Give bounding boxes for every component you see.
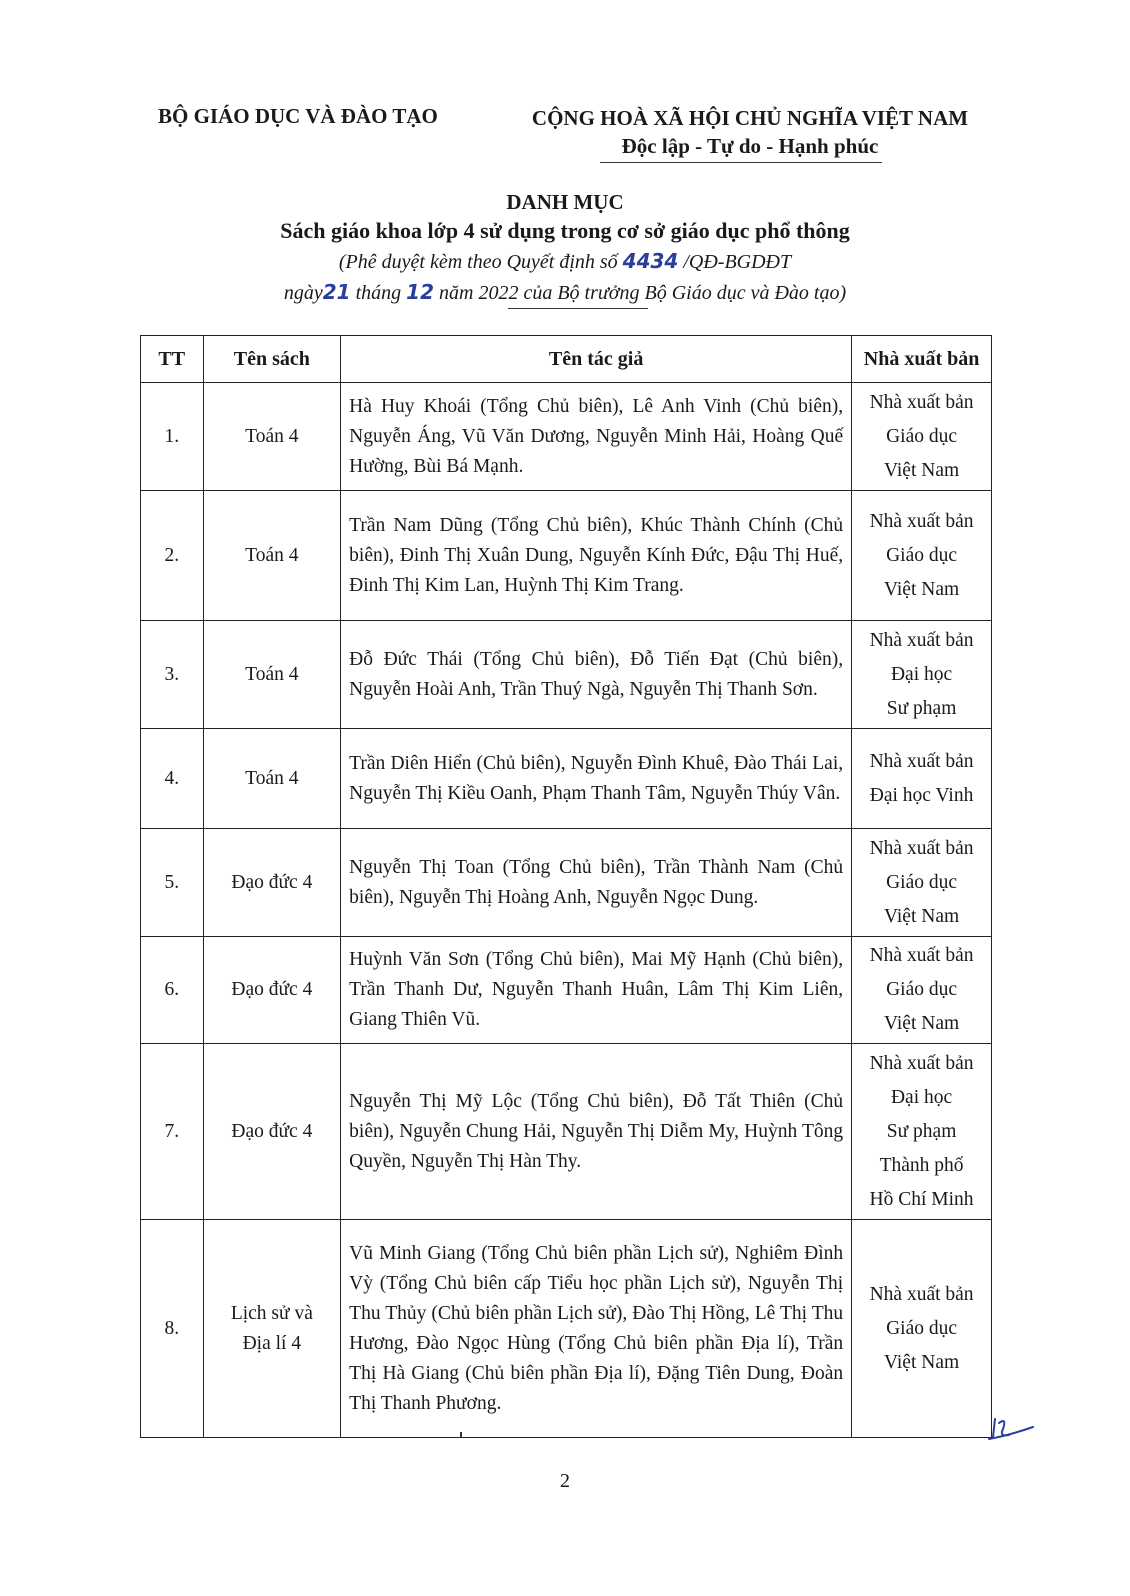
publisher <box>852 729 992 829</box>
date-line <box>140 277 990 308</box>
book-name-line: Đạo đức 4 <box>231 1120 313 1142</box>
publisher-line: Sư phạm <box>886 1120 957 1142</box>
date-day: 21 <box>322 280 351 304</box>
row-number: 5. <box>141 829 204 937</box>
approval-suffix: /QĐ-BGDĐT <box>678 251 792 273</box>
publisher <box>852 1044 992 1220</box>
publisher-line: Việt Nam <box>883 459 960 481</box>
date-prefix: ngày <box>283 282 323 304</box>
ministry-name: BỘ GIÁO DỤC VÀ ĐÀO TẠO <box>158 104 438 128</box>
date-month: 12 <box>406 280 435 304</box>
row-number: 2. <box>141 491 204 621</box>
table-row <box>141 1044 992 1220</box>
book-name <box>203 383 341 491</box>
book-name <box>203 621 341 729</box>
author-list: Nguyễn Thị Toan (Tổng Chủ biên), Trần Thành Nam (Chủ biên), Nguyễn Thị Hoàng Anh, Nguyễn Ngọc Dung. <box>341 829 852 937</box>
publisher-line: Đại học <box>890 1086 953 1108</box>
book-name <box>203 937 341 1044</box>
book-name <box>203 829 341 937</box>
date-suffix: năm 2022 của Bộ trưởng Bộ Giáo dục và Đào tạo) <box>434 282 847 304</box>
book-name-line: Toán 4 <box>245 663 299 685</box>
publisher-line: Nhà xuất bản <box>869 750 974 772</box>
row-number: 7. <box>141 1044 204 1220</box>
publisher-line: Sư phạm <box>886 697 957 719</box>
book-name-line: Đạo đức 4 <box>231 871 313 893</box>
publisher-line: Giáo dục <box>886 544 958 566</box>
table-row <box>141 491 992 621</box>
publisher-line: Việt Nam <box>883 1013 960 1034</box>
publisher <box>852 621 992 729</box>
publisher <box>852 491 992 621</box>
table-row <box>141 937 992 1044</box>
national-header <box>515 104 985 160</box>
table-row <box>141 1220 992 1438</box>
publisher-line: Giáo dục <box>886 1317 958 1339</box>
book-name <box>203 1044 341 1220</box>
date-month-label: tháng <box>350 282 407 304</box>
scan-mark <box>460 1432 462 1438</box>
book-name-line: Lịch sử và <box>230 1302 313 1324</box>
author-list: Đỗ Đức Thái (Tổng Chủ biên), Đỗ Tiến Đạt (Chủ biên), Nguyễn Hoài Anh, Trần Thuý Ngà, Nguyễn Thị Thanh Sơn. <box>341 621 852 729</box>
national-motto: Độc lập - Tự do - Hạnh phúc <box>621 134 879 158</box>
book-name <box>203 1220 341 1438</box>
document-title <box>140 188 990 308</box>
header-publisher: Nhà xuất bản <box>852 336 992 383</box>
motto-underline <box>600 162 882 163</box>
publisher-line: Nhà xuất bản <box>869 1283 974 1305</box>
publisher-line: Nhà xuất bản <box>869 837 974 859</box>
title-subheading: Sách giáo khoa lớp 4 sử dụng trong cơ sở giáo dục phổ thông <box>280 218 850 243</box>
publisher-line: Việt Nam <box>883 1351 960 1373</box>
publisher-line: Nhà xuất bản <box>869 391 974 413</box>
title-underline <box>508 308 648 309</box>
publisher <box>852 829 992 937</box>
row-number: 4. <box>141 729 204 829</box>
initials-signature <box>985 1415 1035 1445</box>
publisher-line: Đại học <box>890 663 953 685</box>
decision-number: 4434 <box>622 249 679 273</box>
title-heading: DANH MỤC <box>506 190 624 214</box>
publisher-line: Giáo dục <box>886 979 958 1000</box>
country-name: CỘNG HOÀ XÃ HỘI CHỦ NGHĨA VIỆT NAM <box>531 106 969 130</box>
textbook-table <box>140 335 992 1438</box>
publisher <box>852 937 992 1044</box>
publisher-line: Giáo dục <box>886 425 958 447</box>
header-tt: TT <box>141 336 204 383</box>
row-number: 3. <box>141 621 204 729</box>
table-row <box>141 383 992 491</box>
table-body <box>141 383 992 1438</box>
book-name-line: Toán 4 <box>245 544 299 566</box>
author-list: Trần Nam Dũng (Tổng Chủ biên), Khúc Thành Chính (Chủ biên), Đinh Thị Xuân Dung, Nguyễn Kính Đức, Đậu Thị Huế, Đinh Thị Kim Lan, Huỳnh Thị Kim Trang. <box>341 491 852 621</box>
publisher-line: Nhà xuất bản <box>869 510 974 532</box>
publisher <box>852 1220 992 1438</box>
book-name <box>203 729 341 829</box>
author-list: Huỳnh Văn Sơn (Tổng Chủ biên), Mai Mỹ Hạnh (Chủ biên), Trần Thanh Dư, Nguyễn Thanh Huân, Lâm Thị Kim Liên, Giang Thiên Vũ. <box>341 937 852 1044</box>
approval-line <box>140 246 990 277</box>
publisher-line: Hồ Chí Minh <box>869 1188 974 1210</box>
book-name-line: Địa lí 4 <box>242 1332 302 1354</box>
author-list: Nguyễn Thị Mỹ Lộc (Tổng Chủ biên), Đỗ Tất Thiên (Chủ biên), Nguyễn Chung Hải, Nguyễn Thị Diễm My, Huỳnh Tông Quyền, Nguyễn Thị Hàn Thy. <box>341 1044 852 1220</box>
book-name-line: Toán 4 <box>245 767 299 789</box>
book-name <box>203 491 341 621</box>
publisher-line: Việt Nam <box>883 578 960 600</box>
publisher-line: Đại học Vinh <box>869 784 974 806</box>
publisher-line: Việt Nam <box>883 905 960 927</box>
table-header-row <box>141 336 992 383</box>
author-list: Trần Diên Hiển (Chủ biên), Nguyễn Đình Khuê, Đào Thái Lai, Nguyễn Thị Kiều Oanh, Phạm Thanh Tâm, Nguyễn Thúy Vân. <box>341 729 852 829</box>
row-number: 8. <box>141 1220 204 1438</box>
header-book: Tên sách <box>203 336 341 383</box>
approval-prefix: (Phê duyệt kèm theo Quyết định số <box>338 251 623 273</box>
publisher-line: Thành phố <box>879 1154 964 1176</box>
publisher-line: Giáo dục <box>886 871 958 893</box>
publisher <box>852 383 992 491</box>
row-number: 6. <box>141 937 204 1044</box>
book-name-line: Toán 4 <box>245 425 299 447</box>
book-name-line: Đạo đức 4 <box>231 979 313 1000</box>
table-row <box>141 829 992 937</box>
publisher-line: Nhà xuất bản <box>869 1052 974 1074</box>
publisher-line: Nhà xuất bản <box>869 945 974 966</box>
author-list: Vũ Minh Giang (Tổng Chủ biên phần Lịch sử), Nghiêm Đình Vỳ (Tổng Chủ biên cấp Tiểu học phần Lịch sử), Nguyễn Thị Thu Thủy (Chủ biên phần Lịch sử), Đào Thị Hồng, Lê Thị Thu Hương, Đào Ngọc Hùng (Tổng Chủ biên phần Địa lí), Trần Thị Hà Giang (Chủ biên phần Địa lí), Đặng Tiên Dung, Đoàn Thị Thanh Phương. <box>341 1220 852 1438</box>
table-row <box>141 729 992 829</box>
author-list: Hà Huy Khoái (Tổng Chủ biên), Lê Anh Vinh (Chủ biên), Nguyễn Áng, Vũ Văn Dương, Nguyễn Minh Hải, Hoàng Quế Hường, Bùi Bá Mạnh. <box>341 383 852 491</box>
publisher-line: Nhà xuất bản <box>869 629 974 651</box>
page-number: 2 <box>560 1470 570 1492</box>
row-number: 1. <box>141 383 204 491</box>
header-authors: Tên tác giả <box>341 336 852 383</box>
table-row <box>141 621 992 729</box>
